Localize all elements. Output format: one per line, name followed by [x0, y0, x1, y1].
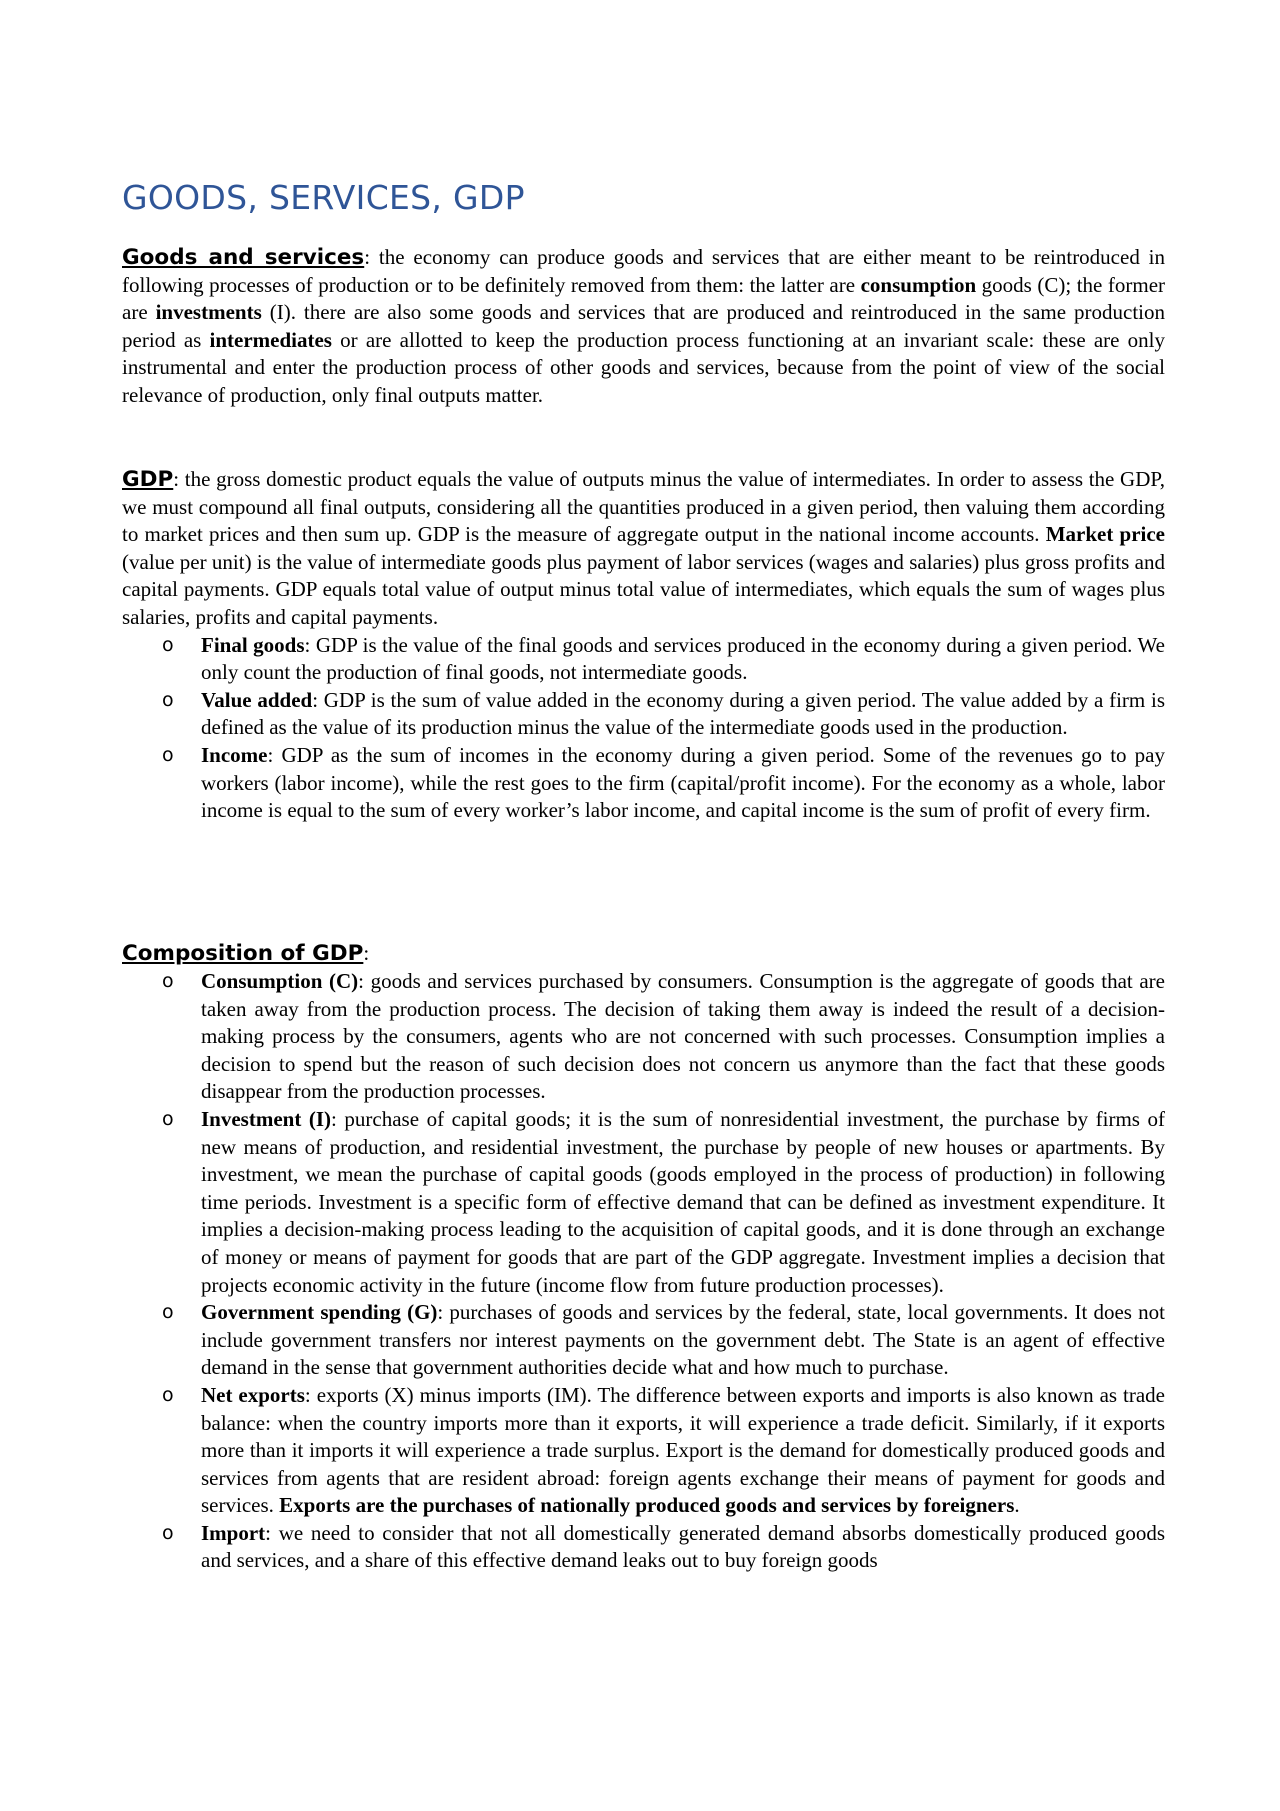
gdp-heading: GDP	[122, 467, 174, 492]
bullet-icon: o	[162, 633, 174, 656]
list-item: o Investment (I): purchase of capital goods; it is the sum of nonresidential investment, the purchase by firms of new means of production, and residential investment, the purchase by people of new houses or apartments. By investment, we mean the purchase of capital goods (goods employed in the process of production) in following time periods. Investment is a specific form of effective demand that can be defined as investment expenditure. It implies a decision-making process leading to the acquisition of capital goods, and it is done through an exchange of money or means of payment for goods that are part of the GDP aggregate. Investment implies a decision that projects economic activity in the future (income flow from future production processes).	[162, 1106, 1165, 1297]
goods-services-section	[122, 244, 1165, 410]
gdp-approaches-list	[122, 632, 1165, 825]
gdp-section	[122, 466, 1165, 825]
list-item: o Consumption (C): goods and services purchased by consumers. Consumption is the aggregate of goods that are taken away from the production process. The decision of taking them away is indeed the result of a decision-making process by the consumers, agents who are not concerned with such processes. Consumption implies a decision to spend but the reason of such decision does not concern us anymore than the fact that these goods disappear from the production processes.	[162, 969, 1165, 1104]
bullet-icon: o	[162, 1383, 174, 1406]
bullet-icon: o	[162, 1301, 174, 1324]
list-item: o Final goods: GDP is the value of the final goods and services produced in the economy during a given period. We only count the production of final goods, not intermediate goods.	[162, 632, 1165, 685]
list-item: o Government spending (G): purchases of goods and services by the federal, state, local governments. It does not include government transfers nor interest payments on the government debt. The State is an agent of effective demand in the sense that government authorities decide what and how much to purchase.	[162, 1300, 1165, 1380]
list-item: o Import: we need to consider that not all domestically generated demand absorbs domestically produced goods and services, and a share of this effective demand leaks out to buy foreign goods	[162, 1520, 1165, 1573]
composition-heading-line: Composition of GDP:	[122, 941, 370, 966]
bullet-icon: o	[162, 970, 174, 992]
bullet-icon: o	[162, 1521, 174, 1544]
page-title: GOODS, SERVICES, GDP	[122, 178, 525, 217]
goods-services-paragraph: Goods and services: the economy can produce goods and services that are either meant to be reintroduced in following processes of production or to be definitely removed from them: the latter are consumption goods (C); the former are investments (I). there are also some goods and services that are produced and reintroduced in the same production period as intermediates or are allotted to keep the production process functioning at an invariant scale: these are only instrumental and enter the production process of other goods and services, because from the point of view of the social relevance of production, only final outputs matter.	[122, 245, 1166, 407]
list-item: o Income: GDP as the sum of incomes in the economy during a given period. Some of the revenues go to pay workers (labor income), while the rest goes to the firm (capital/profit income). For the economy as a whole, labor income is equal to the sum of every worker’s labor income, and capital income is the sum of profit of every firm.	[162, 742, 1165, 823]
gdp-paragraph: GDP: the gross domestic product equals the value of outputs minus the value of intermediates. In order to assess the GDP, we must compound all final outputs, considering all the quantities produced in a given period, then valuing them according to market prices and then sum up. GDP is the measure of aggregate output in the national income accounts. Market price (value per unit) is the value of intermediate goods plus payment of labor services (wages and salaries) plus gross profits and capital payments. GDP equals total value of output minus total value of intermediates, which equals the sum of wages plus salaries, profits and capital payments.	[122, 467, 1165, 629]
composition-heading: Composition of GDP	[122, 941, 364, 966]
list-item: o Value added: GDP is the sum of value added in the economy during a given period. The value added by a firm is defined as the value of its production minus the value of the intermediate goods used in the production.	[162, 687, 1165, 740]
bullet-icon: o	[162, 743, 174, 766]
composition-section	[122, 939, 1165, 1575]
composition-list	[122, 968, 1165, 1575]
goods-services-heading: Goods and services	[122, 245, 365, 270]
list-item: o Net exports: exports (X) minus imports (IM). The difference between exports and imports is also known as trade balance: when the country imports more than it exports, it will experience a trade deficit. Similarly, if it exports more than it imports it will experience a trade surplus. Export is the demand for domestically produced goods and services from agents that are resident abroad: foreign agents exchange their means of payment for goods and services. Exports are the purchases of nationally produced goods and services by foreigners.	[162, 1382, 1165, 1518]
bullet-icon: o	[162, 1107, 174, 1130]
bullet-icon: o	[162, 688, 174, 711]
